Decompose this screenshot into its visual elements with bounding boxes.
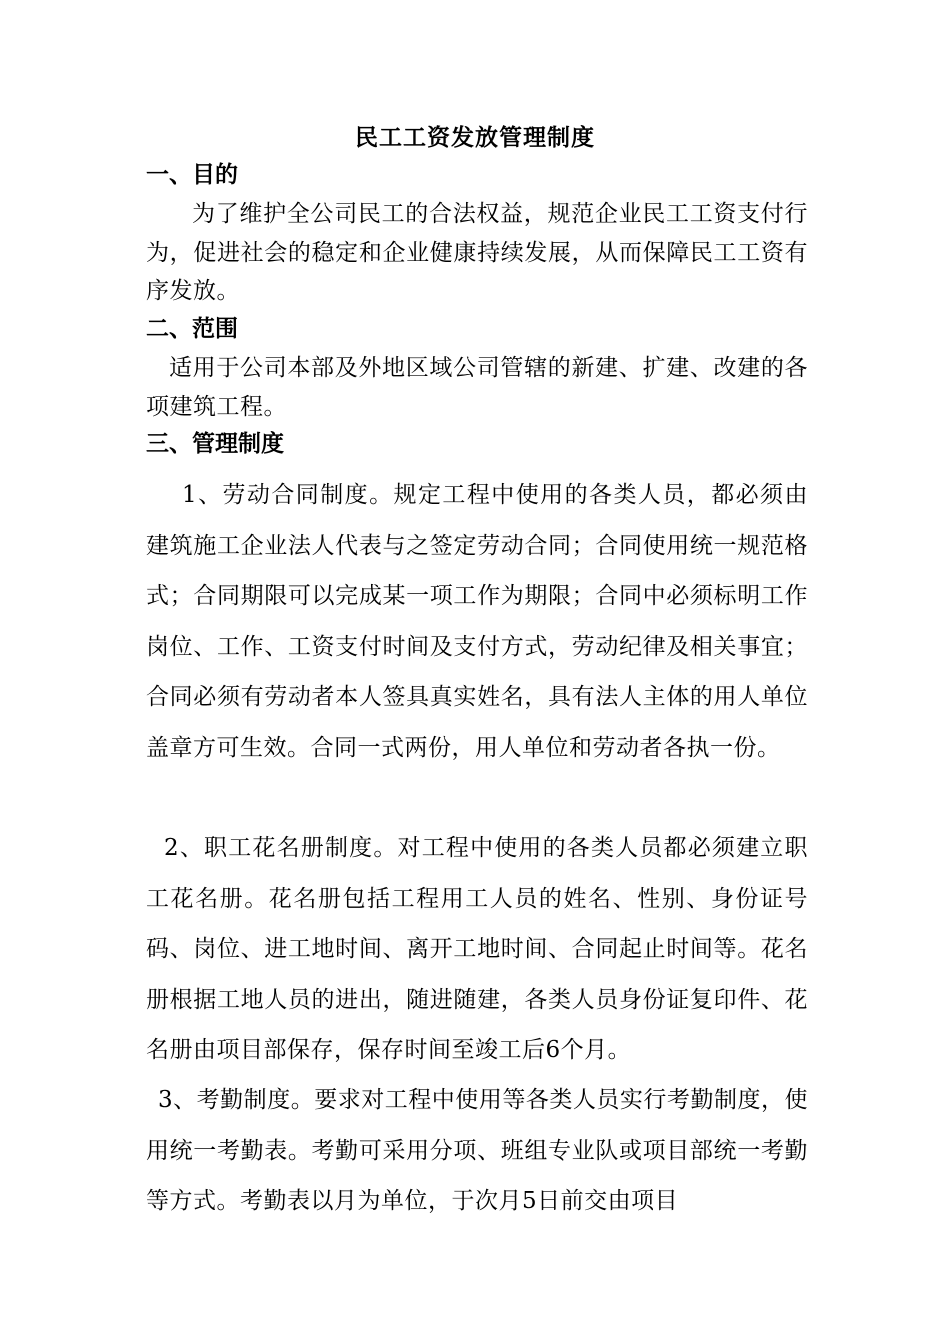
- document-title: 民工工资发放管理制度: [355, 124, 595, 151]
- paragraph-employee-roster: 2、职工花名册制度。对工程中使用的各类人员都必须建立职工花名册。花名册包括工程用工人员的姓名、性别、身份证号码、岗位、进工地时间、离开工地时间、合同起止时间等。花名册根据工地人员的进出，随进随建，各类人员身份证复印件、花名册由项目部保存，保存时间至竣工后6个月。: [146, 835, 808, 1063]
- section-heading-purpose: 一、目的: [146, 161, 238, 188]
- paragraph-purpose: 为了维护全公司民工的合法权益，规范企业民工工资支付行为，促进社会的稳定和企业健康持续发展，从而保障民工工资有序发放。: [146, 201, 808, 304]
- section-heading-management: 三、管理制度: [146, 430, 284, 457]
- section-heading-scope: 二、范围: [146, 315, 238, 342]
- paragraph-scope: 适用于公司本部及外地区域公司管辖的新建、扩建、改建的各项建筑工程。: [146, 355, 808, 420]
- paragraph-attendance: 3、考勤制度。要求对工程中使用等各类人员实行考勤制度，使用统一考勤表。考勤可采用分项、班组专业队或项目部统一考勤等方式。考勤表以月为单位，于次月5日前交由项目: [146, 1087, 808, 1214]
- paragraph-labor-contract: 1、劳动合同制度。规定工程中使用的各类人员，都必须由建筑施工企业法人代表与之签定劳动合同；合同使用统一规范格式；合同期限可以完成某一项工作为期限；合同中必须标明工作岗位、工作、工资支付时间及支付方式，劳动纪律及相关事宜；合同必须有劳动者本人签具真实姓名，具有法人主体的用人单位盖章方可生效。合同一式两份，用人单位和劳动者各执一份。: [146, 482, 808, 761]
